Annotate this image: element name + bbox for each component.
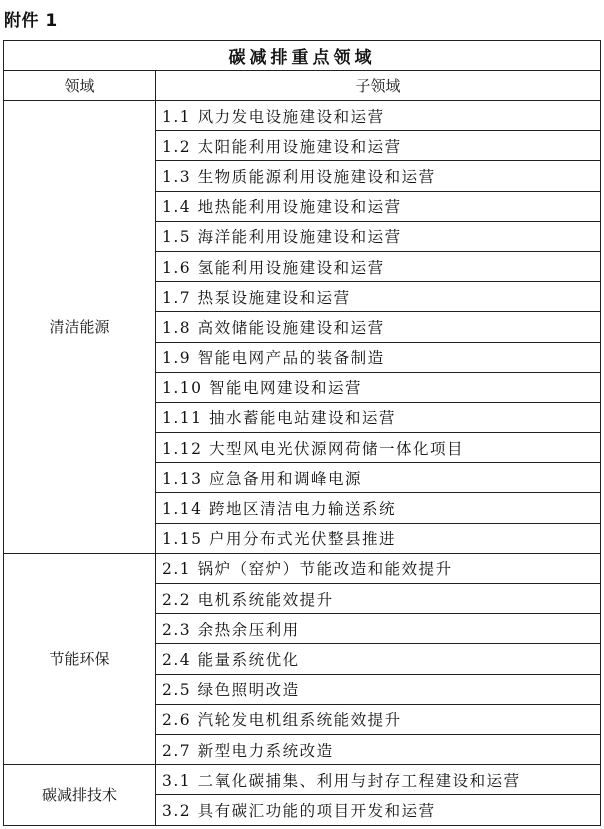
- subdomain-cell: 1.12 大型风电光伏源网荷储一体化项目: [156, 433, 601, 463]
- subdomain-cell: 1.13 应急备用和调峰电源: [156, 463, 601, 493]
- subdomain-cell: 2.2 电机系统能效提升: [156, 584, 601, 614]
- header-domain: 领域: [4, 71, 156, 101]
- domain-cell: 清洁能源: [4, 101, 156, 554]
- subdomain-cell: 1.14 跨地区清洁电力输送系统: [156, 493, 601, 523]
- subdomain-cell: 1.1 风力发电设施建设和运营: [156, 101, 601, 131]
- table-row: [4, 765, 601, 795]
- subdomain-cell: 2.7 新型电力系统改造: [156, 734, 601, 764]
- header-subdomain: 子领域: [156, 71, 601, 101]
- subdomain-cell: 2.5 绿色照明改造: [156, 674, 601, 704]
- domain-cell: 碳减排技术: [4, 765, 156, 825]
- table-row: [4, 553, 601, 583]
- subdomain-cell: 1.3 生物质能源利用设施建设和运营: [156, 161, 601, 191]
- table-row: [4, 101, 601, 131]
- table-header-row: [4, 71, 601, 101]
- subdomain-cell: 1.2 太阳能利用设施建设和运营: [156, 131, 601, 161]
- subdomain-cell: 1.8 高效储能设施建设和运营: [156, 312, 601, 342]
- table-body: [4, 101, 601, 826]
- subdomain-cell: 1.10 智能电网建设和运营: [156, 372, 601, 402]
- subdomain-cell: 3.1 二氧化碳捕集、利用与封存工程建设和运营: [156, 765, 601, 795]
- carbon-reduction-table: [3, 40, 601, 826]
- subdomain-cell: 2.4 能量系统优化: [156, 644, 601, 674]
- subdomain-cell: 1.9 智能电网产品的装备制造: [156, 342, 601, 372]
- subdomain-cell: 3.2 具有碳汇功能的项目开发和运营: [156, 795, 601, 825]
- subdomain-cell: 2.3 余热余压利用: [156, 614, 601, 644]
- table-title-row: [4, 41, 601, 71]
- subdomain-cell: 1.6 氢能利用设施建设和运营: [156, 251, 601, 281]
- subdomain-cell: 2.6 汽轮发电机组系统能效提升: [156, 704, 601, 734]
- attachment-label: 附件 1: [4, 11, 58, 31]
- table-title: 碳减排重点领域: [4, 41, 601, 71]
- domain-cell: 节能环保: [4, 553, 156, 764]
- subdomain-cell: 1.15 户用分布式光伏整县推进: [156, 523, 601, 553]
- subdomain-cell: 1.11 抽水蓄能电站建设和运营: [156, 402, 601, 432]
- subdomain-cell: 1.7 热泵设施建设和运营: [156, 282, 601, 312]
- subdomain-cell: 1.4 地热能利用设施建设和运营: [156, 191, 601, 221]
- subdomain-cell: 2.1 锅炉（窑炉）节能改造和能效提升: [156, 553, 601, 583]
- subdomain-cell: 1.5 海洋能利用设施建设和运营: [156, 221, 601, 251]
